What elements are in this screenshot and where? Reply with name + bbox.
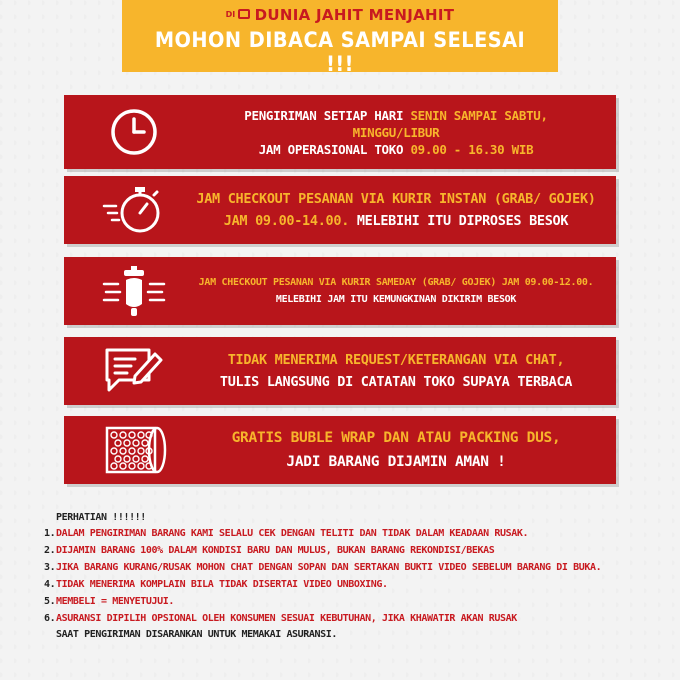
list-item: 5. MEMBELI = MENYETUJUI. <box>44 596 175 607</box>
card-line: GRATIS BUBLE WRAP DAN ATAU PACKING DUS, <box>231 430 561 446</box>
notes-section <box>44 512 664 642</box>
card-line: JAM CHECKOUT PESANAN VIA KURIR SAMEDAY (GRAB/ GOJEK) JAM 09.00-12.00. <box>198 277 594 288</box>
list-item: 1. DALAM PENGIRIMAN BARANG KAMI SELALU CEK DENGAN TELITI DAN TIDAK DALAM KEADAAN RUSAK. <box>44 528 529 539</box>
page-title: MOHON DIBACA SAMPAI SELESAI !!! <box>154 28 526 76</box>
info-card-bubble-wrap <box>64 416 616 484</box>
card-line: TIDAK MENERIMA REQUEST/KETERANGAN VIA CHAT, <box>227 352 565 368</box>
card-line: MINGGU/LIBUR <box>352 124 440 140</box>
brand-name: DUNIA JAHIT MENJAHIT <box>254 5 455 24</box>
list-item: 2. DIJAMIN BARANG 100% DALAM KONDISI BARU DAN MULUS, BUKAN BARANG REKONDISI/BEKAS <box>44 545 495 556</box>
sewing-machine-logo-icon <box>226 8 250 22</box>
card-line: TULIS LANGSUNG DI CATATAN TOKO SUPAYA TERBACA <box>219 374 573 390</box>
brand <box>122 0 558 26</box>
list-item-continuation: SAAT PENGIRIMAN DISARANKAN UNTUK MEMAKAI ASURANSI. <box>56 629 338 640</box>
info-card-no-chat-request <box>64 337 616 405</box>
card-line: MELEBIHI JAM ITU KEMUNGKINAN DIKIRIM BESOK <box>275 294 517 305</box>
list-item: 6. ASURANSI DIPILIH OPSIONAL OLEH KONSUMEN SESUAI KEBUTUHAN, JIKA KHAWATIR AKAN RUSAK <box>44 613 517 624</box>
info-card-sameday-courier <box>64 257 616 325</box>
list-item: 4. TIDAK MENERIMA KOMPLAIN BILA TIDAK DISERTAI VIDEO UNBOXING. <box>44 579 388 590</box>
info-card-shipping-days <box>64 95 616 169</box>
info-card-instant-courier <box>64 176 616 244</box>
list-item: 3. JIKA BARANG KURANG/RUSAK MOHON CHAT DENGAN SOPAN DAN SERTAKAN BUKTI VIDEO SEBELUM BARANG DI BUKA. <box>44 562 602 573</box>
card-line: JADI BARANG DIJAMIN AMAN ! <box>286 454 506 470</box>
card-line: JAM 09.00-14.00. MELEBIHI ITU DIPROSES BESOK <box>223 213 569 229</box>
header-banner <box>122 0 558 76</box>
brand-mark: DI <box>225 9 236 19</box>
card-line: JAM CHECKOUT PESANAN VIA KURIR INSTAN (GRAB/ GOJEK) <box>196 191 596 207</box>
card-line: PENGIRIMAN SETIAP HARI SENIN SAMPAI SABTU, <box>244 107 548 123</box>
notes-heading: PERHATIAN !!!!!! <box>56 512 146 523</box>
card-line: JAM OPERASIONAL TOKO 09.00 - 16.30 WIB <box>258 141 534 157</box>
